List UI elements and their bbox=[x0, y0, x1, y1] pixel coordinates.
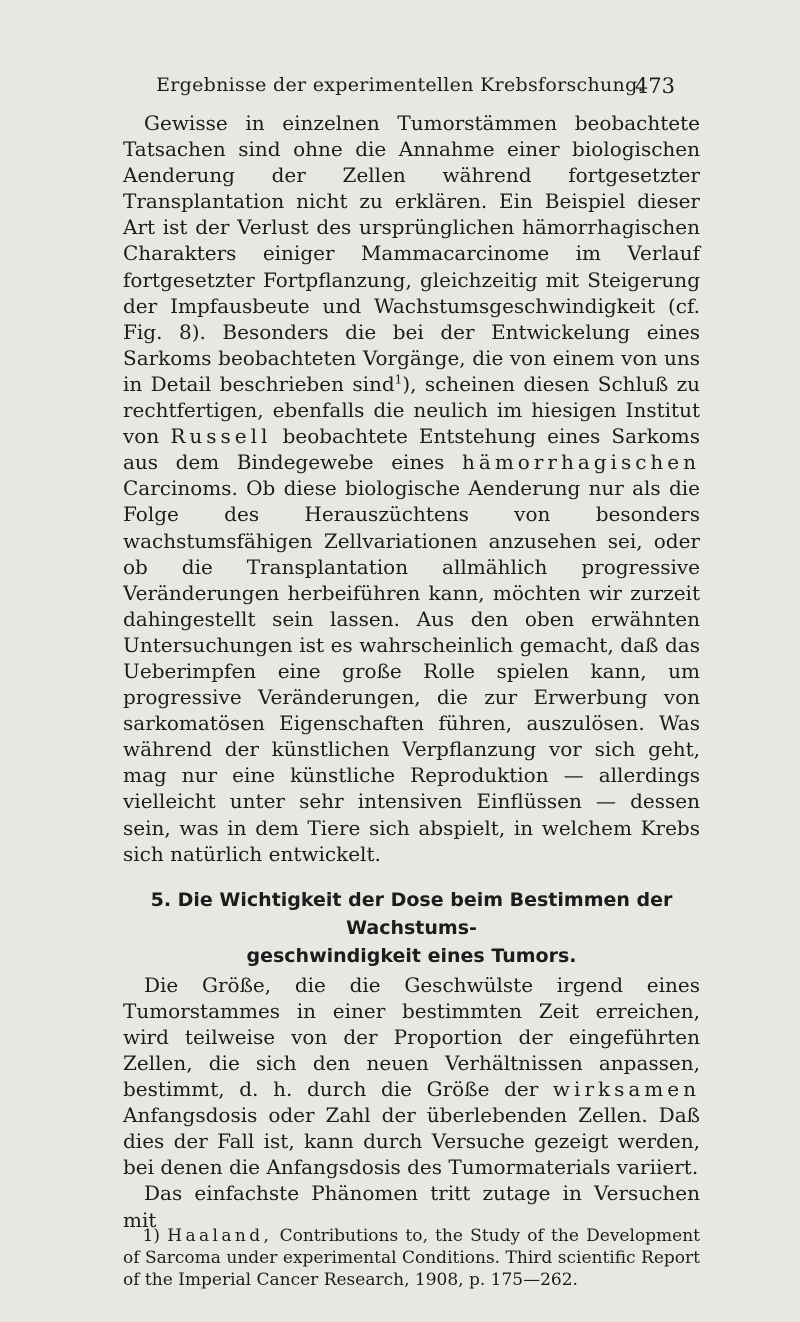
emphasis-wirksamen: wirksamen bbox=[552, 1077, 700, 1102]
paragraph-3-text: Das einfachste Phänomen tritt zutage in Versuchen mit bbox=[123, 1181, 700, 1232]
running-header bbox=[0, 74, 800, 104]
emphasis-haemorrhagischen: hämorrhagischen bbox=[462, 450, 701, 475]
body-text bbox=[123, 110, 700, 1233]
footnote-author: Haaland, bbox=[167, 1226, 273, 1246]
footnote-marker: 1) bbox=[142, 1226, 160, 1246]
page-number: 473 bbox=[634, 74, 675, 98]
paragraph-1-part-3: beobachtete Entstehung eines Sarkoms aus dem Bindegewebe eines bbox=[123, 424, 700, 475]
section-heading-line-2: geschwindigkeit eines Tumors. bbox=[246, 944, 577, 967]
paragraph-2 bbox=[123, 972, 700, 1181]
paragraph-1-part-4: Carcinoms. Ob diese biologische Aenderung nur als die Folge des Herauszüchtens von besonders wachstumsfähigen Zellvariationen anzusehen sei, oder ob die Transplantation allmählich progressive Veränderungen herbeiführen kann, möchten wir zurzeit dahingestellt sein lassen. Aus den oben erwähnten Untersuchungen ist es wahrscheinlich gemacht, daß das Ueberimpfen eine große Rolle spielen kann, um progressive Veränderungen, die zur Erwerbung von sarkomatösen Eigenschaften führen, auszulösen. Was während der künstlichen Verpflanzung vor sich geht, mag nur eine künstliche Reproduktion — allerdings vielleicht unter sehr intensiven Einflüssen — dessen sein, was in dem Tiere sich abspielt, in welchem Krebs sich natürlich entwickelt. bbox=[123, 476, 700, 866]
paragraph-2-part-2: Anfangsdosis oder Zahl der überlebenden Zellen. Daß dies der Fall ist, kann durch Versuche gezeigt werden, bei denen die Anfangsdosis des Tumormaterials variiert. bbox=[123, 1103, 700, 1180]
paragraph-2-part-1: Die Größe, die die Geschwülste irgend eines Tumorstammes in einer bestimmten Zeit erreichen, wird teilweise von der Proportion der eingeführten Zellen, die sich den neuen Verhältnissen anpassen, bestimmt, d. h. durch die Größe der bbox=[123, 972, 700, 1102]
paragraph-1-part-2: ), scheinen diesen Schluß zu rechtfertigen, ebenfalls die neulich im hiesigen Institut von bbox=[123, 371, 700, 449]
footnote-reference: 1 bbox=[394, 372, 403, 387]
running-title: Ergebnisse der experimentellen Krebsforschung. bbox=[156, 74, 644, 96]
paragraph-1-part-1: Gewisse in einzelnen Tumorstämmen beobachtete Tatsachen sind ohne die Annahme einer biologischen Aenderung der Zellen während fortgesetzter Transplantation nicht zu erklären. Ein Beispiel dieser Art ist der Verlust des ursprünglichen hämorrhagischen Charakters einiger Mammacarcinome im Verlauf fortgesetzter Fortpflanzung, gleichzeitig mit Steigerung der Impfausbeute und Wachstumsgeschwindigkeit (cf. Fig. 8). Besonders die bei der Entwickelung eines Sarkoms beobachteten Vorgänge, die von einem von uns in Detail beschrieben sind bbox=[123, 111, 700, 396]
paragraph-1 bbox=[123, 110, 700, 867]
section-heading-5 bbox=[123, 886, 700, 970]
author-name-russell: Russell bbox=[170, 424, 272, 449]
footnote-1 bbox=[123, 1225, 700, 1291]
footnotes bbox=[123, 1225, 700, 1291]
footnote-text: Contributions to‚ the Study of the Development of Sarcoma under experimental Conditions. Third scientific Report of the Imperial Cancer Research, 1908, p. 175—262. bbox=[123, 1226, 701, 1290]
section-heading-line-1: 5. Die Wichtigkeit der Dose beim Bestimmen der Wachstums- bbox=[150, 888, 673, 939]
